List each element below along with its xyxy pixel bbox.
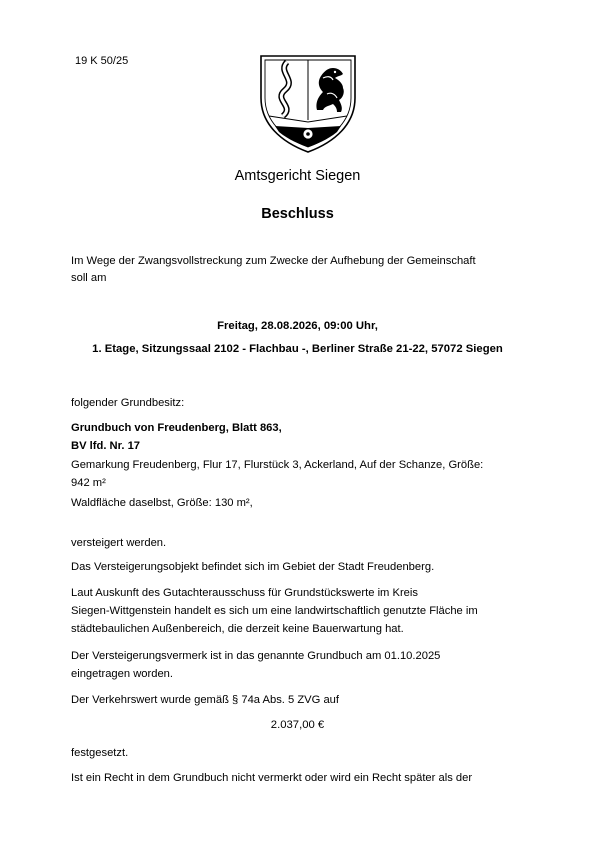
- intro-line-2: soll am: [71, 272, 107, 284]
- info-line-2: Siegen-Wittgenstein handelt es sich um eine landwirtschaftlich genutzte Fläche im: [71, 605, 478, 617]
- appointment-date: Freitag, 28.08.2026, 09:00 Uhr,: [217, 320, 378, 332]
- register-note-1: Der Versteigerungsvermerk ist in das genannte Grundbuch am 01.10.2025: [71, 650, 441, 662]
- property-detail-1: Gemarkung Freudenberg, Flur 17, Flurstück 3, Ackerland, Auf der Schanze, Größe:: [71, 459, 484, 471]
- appointment-location: 1. Etage, Sitzungssaal 2102 - Flachbau -, Berliner Straße 21-22, 57072 Siegen: [92, 343, 503, 355]
- market-value: 2.037,00 €: [270, 719, 325, 731]
- value-intro: Der Verkehrswert wurde gemäß § 74a Abs. 5 ZVG auf: [71, 694, 340, 706]
- property-detail-3: Waldfläche daselbst, Größe: 130 m²,: [71, 497, 253, 509]
- info-line-1: Laut Auskunft des Gutachterausschuss für Grundstückswerte im Kreis: [71, 587, 418, 599]
- court-name: Amtsgericht Siegen: [234, 168, 361, 184]
- register-item: BV lfd. Nr. 17: [71, 440, 141, 452]
- info-line-3: städtebaulichen Außenbereich, die derzeit keine Bauerwartung hat.: [71, 623, 404, 635]
- property-intro: folgender Grundbesitz:: [71, 397, 185, 409]
- last-line: Ist ein Recht in dem Grundbuch nicht vermerkt oder wird ein Recht später als der: [71, 772, 473, 784]
- property-detail-2: 942 m²: [71, 477, 106, 489]
- register-note-2: eingetragen worden.: [71, 668, 174, 680]
- land-register: Grundbuch von Freudenberg, Blatt 863,: [71, 422, 282, 434]
- sale-statement: versteigert werden.: [71, 537, 167, 549]
- case-number: 19 K 50/25: [75, 55, 129, 67]
- document-title: Beschluss: [261, 206, 334, 222]
- object-location: Das Versteigerungsobjekt befindet sich im Gebiet der Stadt Freudenberg.: [71, 561, 435, 573]
- intro-line-1: Im Wege der Zwangsvollstreckung zum Zwecke der Aufhebung der Gemeinschaft: [71, 255, 476, 267]
- value-outro: festgesetzt.: [71, 747, 129, 759]
- coat-of-arms-seal: [257, 50, 359, 154]
